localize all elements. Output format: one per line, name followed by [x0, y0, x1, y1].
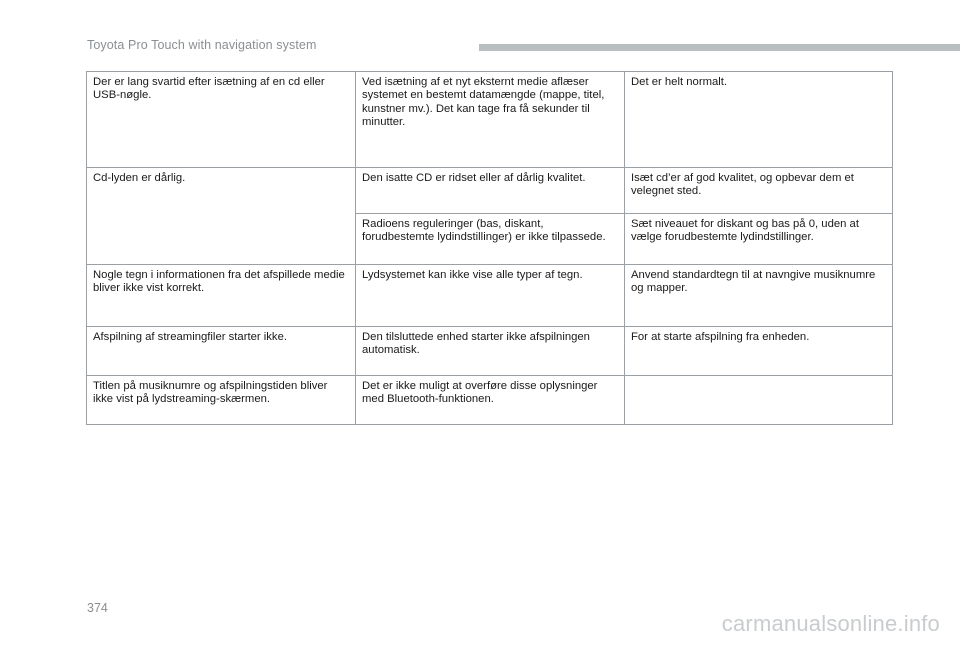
table-row: [87, 72, 893, 168]
cause-cell: Den tilsluttede enhed starter ikke afspilningen automatisk.: [356, 327, 625, 376]
table-row: [87, 168, 893, 214]
page-number: 374: [87, 601, 108, 615]
cause-cell: Den isatte CD er ridset eller af dårlig kvalitet.: [356, 168, 625, 214]
table-row: [87, 376, 893, 425]
question-cell: Cd-lyden er dårlig.: [87, 168, 356, 214]
solution-cell: Det er helt normalt.: [625, 72, 893, 168]
watermark: carmanualsonline.info: [721, 611, 940, 636]
header-bar: [479, 44, 960, 51]
table-row: [87, 327, 893, 376]
header-title: Toyota Pro Touch with navigation system: [87, 38, 317, 52]
question-cell: [87, 214, 356, 265]
troubleshooting-table: [86, 71, 893, 425]
table-row: [87, 214, 893, 265]
cause-cell: Radioens reguleringer (bas, diskant, forudbestemte lydindstillinger) er ikke tilpassede.: [356, 214, 625, 265]
solution-cell: Sæt niveauet for diskant og bas på 0, uden at vælge forudbestemte lydindstillinger.: [625, 214, 893, 265]
question-cell: Der er lang svartid efter isætning af en cd eller USB-nøgle.: [87, 72, 356, 168]
cause-cell: Lydsystemet kan ikke vise alle typer af tegn.: [356, 265, 625, 327]
solution-cell: [625, 376, 893, 425]
question-cell: Nogle tegn i informationen fra det afspillede medie bliver ikke vist korrekt.: [87, 265, 356, 327]
solution-cell: Anvend standardtegn til at navngive musiknumre og mapper.: [625, 265, 893, 327]
solution-cell: Isæt cd’er af god kvalitet, og opbevar dem et velegnet sted.: [625, 168, 893, 214]
solution-cell: For at starte afspilning fra enheden.: [625, 327, 893, 376]
question-cell: Titlen på musiknumre og afspilningstiden bliver ikke vist på lydstreaming-skærmen.: [87, 376, 356, 425]
question-cell: Afspilning af streamingfiler starter ikke.: [87, 327, 356, 376]
cause-cell: Ved isætning af et nyt eksternt medie aflæser systemet en bestemt datamængde (mappe, titel, kunstner mv.). Det kan tage fra få sekunder til minutter.: [356, 72, 625, 168]
cause-cell: Det er ikke muligt at overføre disse oplysninger med Bluetooth-funktionen.: [356, 376, 625, 425]
table-row: [87, 265, 893, 327]
